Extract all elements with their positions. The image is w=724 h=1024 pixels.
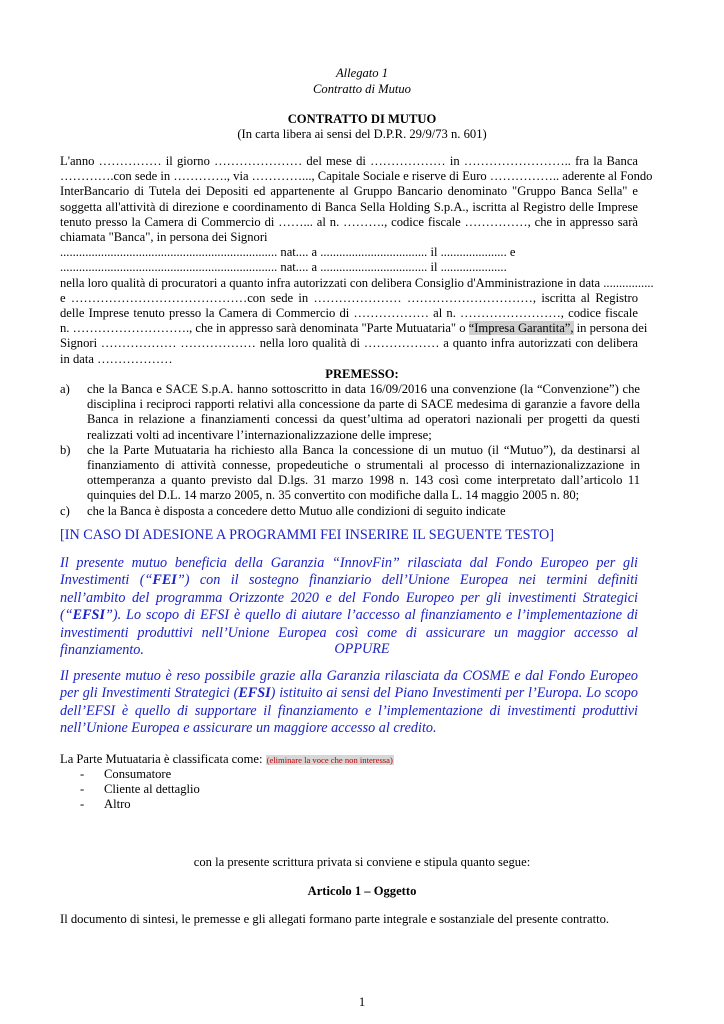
page-number: 1 (358, 995, 366, 1009)
cosme-text: ) istituito ai sensi del Piano Investimenti per l’Europa. Lo scopo dell’EFSI è quello di supportare il finanziamento e l’implementazione di investimenti produttivi nell’Unione Europea e assicurare un maggiore accesso al credito. (60, 685, 638, 737)
intro-line: nella loro qualità di procuratori a quanto infra autorizzati con delibera Consiglio d'Amministrazione in data ................ (60, 275, 654, 290)
impresa-garantita-highlight: “Impresa Garantita”, (468, 321, 574, 336)
fei-text: Il presente mutuo beneficia della Garanzia “InnovFin” rilasciata dal Fondo Europeo per gli Investimenti (“ (60, 555, 638, 589)
premesso-item-label: c) (60, 503, 70, 518)
classification-options (80, 767, 200, 813)
dash-bullet: - (80, 782, 85, 797)
article-text: Il documento di sintesi, le premesse e gli allegati formano parte integrale e sostanziale del presente contratto. (60, 912, 610, 926)
dash-bullet: - (80, 767, 85, 781)
intro-line: InterBancario di Tutela dei Depositi ed appartenente al Gruppo Bancario denominato "Gruppo Banca Sella" e (60, 184, 638, 199)
premesso-item (60, 504, 640, 519)
classification-line (60, 752, 638, 768)
premesso-item-text: che la Banca e SACE S.p.A. hanno sottoscritto in data 16/09/2016 una convenzione (la “Convenzione”) che disciplina i reciproci rapporti relativi alla concessione da parte di SACE medesima di garanzie a favore della Banca in relazione a finanziamenti concessi da quest’ultima ad operatori nazionali per progetti da questi realizzati volti ad incentivare l’internazionalizzazione delle imprese; (87, 382, 640, 442)
intro-line-after: in persona dei (573, 321, 648, 336)
fei-text: ”). Lo scopo di EFSI è quello di aiutare l’accesso al finanziamento e l’implementazione di investimenti produttivi nell’Unione Europea così come di assicurare un maggior accesso al finanziamento. (60, 607, 638, 659)
premesso-item-label: a) (60, 382, 70, 396)
title-note: (In carta libera ai sensi del D.P.R. 29/9/73 n. 601) (237, 127, 487, 141)
efsi-acronym: EFSI (238, 685, 271, 702)
intro-line-party (60, 321, 648, 336)
intro-line-before: n. ………………………., che in appresso sarà denominata "Parte Mutuataria" o (60, 321, 469, 336)
premesso-list (60, 382, 640, 519)
premesso-heading: PREMESSO: (325, 367, 399, 381)
premesso-item-text: che la Banca è disposta a concedere detto Mutuo alle condizioni di seguito indicate (87, 503, 506, 518)
dash-bullet: - (80, 797, 85, 812)
intro-line: tenuto presso la Camera di Commercio di ……... al n. ………., codice fiscale ……………, che in appresso sarà (60, 214, 638, 229)
intro-line: soggetta all'attività di direzione e coordinamento di Banca Sella Holding S.p.A., iscritta al Registro delle Imprese (60, 199, 638, 214)
document-title: CONTRATTO DI MUTUO (287, 112, 437, 126)
option-label: Cliente al dettaglio (104, 782, 200, 797)
allegato-label: Allegato 1 (335, 66, 389, 80)
intro-line: L'anno …………… il giorno ………………… del mese di ……………… in …………………….. fra la Banca (60, 154, 638, 168)
intro-line: in data ……………… (60, 351, 173, 366)
intro-paragraph (60, 154, 654, 367)
option-label: Altro (104, 797, 131, 812)
classification-option (80, 782, 200, 797)
intro-line: ………….con sede in …………., via …………..., Capitale Sociale e riserve di Euro …………….. aderente al Fondo (60, 169, 653, 184)
fei-acronym: FEI (152, 572, 177, 589)
classification-label: La Parte Mutuataria è classificata come: (60, 752, 266, 766)
article-title: Articolo 1 – Oggetto (307, 884, 417, 898)
intro-line: ..................................................................... nat.... a .................................. il ..................... e (60, 245, 516, 260)
premesso-item (60, 443, 640, 504)
premesso-item (60, 382, 640, 443)
oppure-label: OPPURE (334, 641, 390, 657)
document-subtitle: Contratto di Mutuo (313, 82, 411, 96)
classification-option (80, 767, 200, 782)
fei-text: ”) con il sostegno finanziario dell’Unione Europea nei termini definiti nell’ambito del programma Orizzonte 2020 e del Fondo Europeo per gli investimenti Strategici (“ (60, 572, 638, 624)
option-label: Consumatore (104, 767, 172, 781)
closing-statement: con la presente scrittura privata si conviene e stipula quanto segue: (193, 855, 531, 869)
intro-line: e ……………………………………con sede in ………………… …………………………, iscritta al Registro (60, 290, 638, 305)
efsi-acronym: EFSI (72, 607, 105, 624)
classification-note: (eliminare la voce che non interessa) (266, 755, 393, 765)
intro-line: Signori ……………… ……………… nella loro qualità di ……………… a quanto infra autorizzati con delibera (60, 336, 638, 351)
classification-option (80, 797, 200, 812)
fei-paragraph-cosme (60, 668, 638, 738)
intro-line: chiamata "Banca", in persona dei Signori (60, 230, 268, 245)
intro-line: delle Imprese tenuto presso la Camera di Commercio di ……………… al n. ……………………, codice fiscale (60, 306, 638, 321)
fei-heading: [IN CASO DI ADESIONE A PROGRAMMI FEI INSERIRE IL SEGUENTE TESTO] (60, 527, 554, 543)
premesso-item-text: che la Parte Mutuataria ha richiesto alla Banca la concessione di un mutuo (il “Mutuo”), da destinarsi al finanziamento di attività connesse, propedeutiche o strumentali al processo di internazionalizzazione in ottemperanza a quanto previsto dal D.lgs. 31 marzo 1998 n. 143 così come interpretato dall’articolo 11 quinquies del D.L. 14 marzo 2005, n. 35 convertito con modifiche dalla L. 14 maggio 2005 n. 80; (87, 442, 640, 503)
cosme-text: Il presente mutuo è reso possibile grazie alla Garanzia rilasciata da COSME e dal Fondo Europeo per gli Investimenti Strategici ( (60, 668, 638, 702)
intro-line: ..................................................................... nat.... a .................................. il ..................... (60, 260, 507, 275)
premesso-item-label: b) (60, 442, 71, 457)
